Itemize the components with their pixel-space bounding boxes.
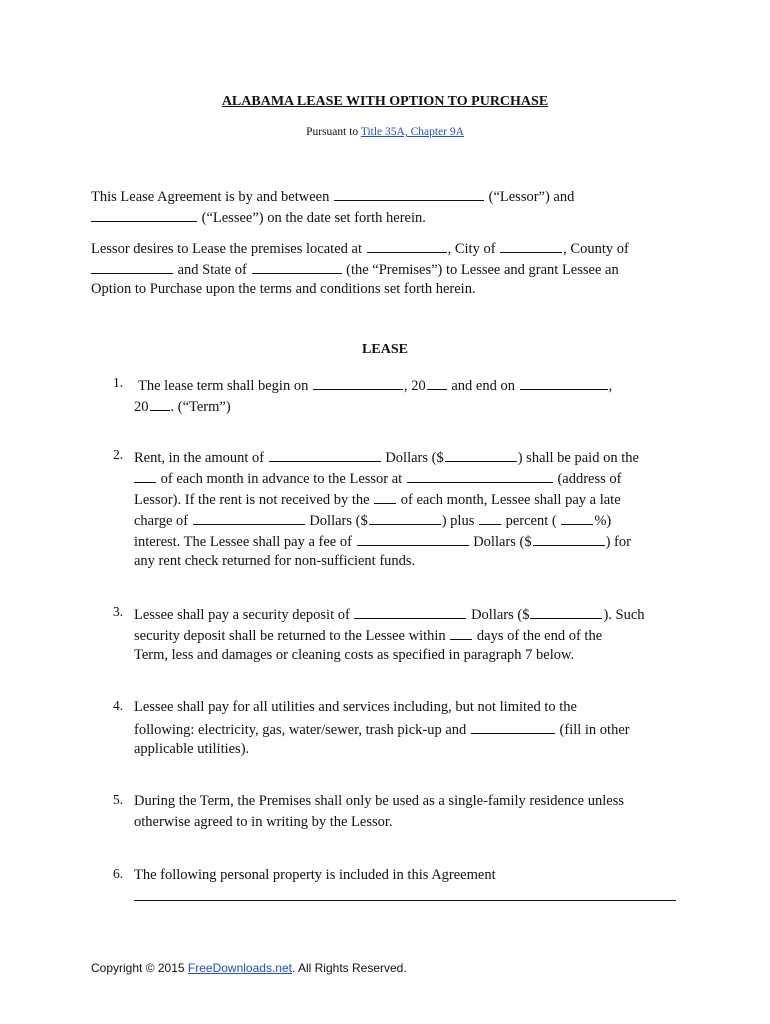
item-text: The following personal property is included in this Agreement (134, 867, 496, 883)
section-heading-lease: LEASE (362, 342, 408, 357)
item-text: charge of (134, 513, 192, 529)
late-day-blank (374, 488, 396, 504)
premises-address-blank (367, 237, 447, 253)
item-text: percent ( (501, 513, 561, 529)
item-text: The lease term shall begin on (138, 378, 312, 394)
item-text: days of the end of the (473, 628, 603, 644)
lessor-name-blank (334, 185, 484, 201)
deposit-words-blank (354, 603, 466, 619)
item-text: interest. The Lessee shall pay a fee of (134, 534, 356, 550)
intro-text: , County of (563, 241, 629, 257)
item-text: (fill in other (555, 722, 630, 738)
start-year-blank (427, 374, 447, 390)
intro-premises-paragraph (91, 237, 681, 300)
intro-text: Lessor desires to Lease the premises located at (91, 241, 366, 257)
intro-text: Option to Purchase upon the terms and conditions set forth herein. (91, 281, 476, 297)
item-number: 1. (113, 375, 124, 390)
item-number: 4. (113, 698, 124, 713)
deposit-number-blank (530, 603, 602, 619)
item-text: Dollars ($ (305, 513, 368, 529)
city-blank (500, 237, 562, 253)
item-text: %) (594, 513, 612, 529)
item-text: Dollars ($ (467, 607, 530, 623)
item-text: Rent, in the amount of (134, 450, 268, 466)
statute-link[interactable]: Title 35A, Chapter 9A (360, 126, 464, 138)
end-year-blank (150, 395, 170, 411)
county-blank (91, 258, 173, 274)
item-text: . (“Term”) (170, 399, 231, 415)
intro-text: (“Lessor”) and (485, 189, 575, 205)
interest-percent-number-blank (561, 509, 593, 525)
item-text: of each month in advance to the Lessor at (157, 471, 406, 487)
item-text: Term, less and damages or cleaning costs as specified in paragraph 7 below. (134, 647, 575, 663)
intro-text: , City of (447, 241, 500, 257)
item-text: , 20 (403, 378, 426, 394)
intro-text: and State of (174, 262, 251, 278)
item-text: , (608, 378, 613, 394)
footer-text: . All Rights Reserved. (291, 961, 407, 975)
nsf-fee-words-blank (357, 530, 469, 546)
lessee-name-blank (91, 206, 197, 222)
subtitle-prefix: Pursuant to (306, 126, 361, 138)
rent-amount-words-blank (269, 446, 381, 462)
item-text: 20 (134, 399, 149, 415)
late-charge-words-blank (193, 509, 305, 525)
item-text: Dollars ($ (469, 534, 532, 550)
term-end-blank (520, 374, 608, 390)
item-text: any rent check returned for non-sufficient funds. (134, 553, 416, 569)
item-text: applicable utilities). (134, 741, 250, 757)
rent-due-day-blank (134, 467, 156, 483)
intro-text: (the “Premises”) to Lessee and grant Lessee an (342, 262, 619, 278)
interest-percent-words-blank (479, 509, 501, 525)
item-text: (address of (553, 471, 622, 487)
item-text: Lessor). If the rent is not received by the (134, 492, 374, 508)
rent-amount-number-blank (445, 446, 517, 462)
term-start-blank (313, 374, 403, 390)
item-text: ) for (605, 534, 631, 550)
item-text: Lessee shall pay for all utilities and services including, but not limited to the (134, 699, 577, 715)
lessor-address-blank (407, 467, 553, 483)
freedownloads-link[interactable]: FreeDownloads.net (187, 961, 292, 975)
nsf-fee-number-blank (533, 530, 605, 546)
item-text: Dollars ($ (381, 450, 444, 466)
document-title: ALABAMA LEASE WITH OPTION TO PURCHASE (221, 94, 549, 109)
item-number: 5. (113, 792, 124, 807)
item-text: ) plus (441, 513, 478, 529)
intro-parties-paragraph (91, 185, 681, 227)
item-text: Lessee shall pay a security deposit of (134, 607, 354, 623)
item-text: During the Term, the Premises shall only be used as a single-family residence unless (134, 793, 624, 809)
item-text: and end on (447, 378, 519, 394)
item-number: 2. (113, 447, 124, 462)
item-text: ) shall be paid on the (517, 450, 639, 466)
item-text: security deposit shall be returned to the Lessee within (134, 628, 450, 644)
item-text: following: electricity, gas, water/sewer, trash pick-up and (134, 722, 470, 738)
state-blank (252, 258, 342, 274)
item-number: 6. (113, 866, 124, 881)
item-text: otherwise agreed to in writing by the Lessor. (134, 814, 393, 830)
intro-text: (“Lessee”) on the date set forth herein. (198, 210, 426, 226)
copyright-footer (91, 961, 407, 975)
document-subtitle (0, 126, 770, 138)
other-utilities-blank (471, 718, 555, 734)
return-days-blank (450, 624, 472, 640)
personal-property-blank-line (134, 900, 676, 901)
item-text: ). Such (603, 607, 645, 623)
item-number: 3. (113, 604, 124, 619)
late-charge-number-blank (369, 509, 441, 525)
intro-text: This Lease Agreement is by and between (91, 189, 333, 205)
footer-text: Copyright © 2015 (91, 961, 188, 975)
item-text: of each month, Lessee shall pay a late (397, 492, 621, 508)
